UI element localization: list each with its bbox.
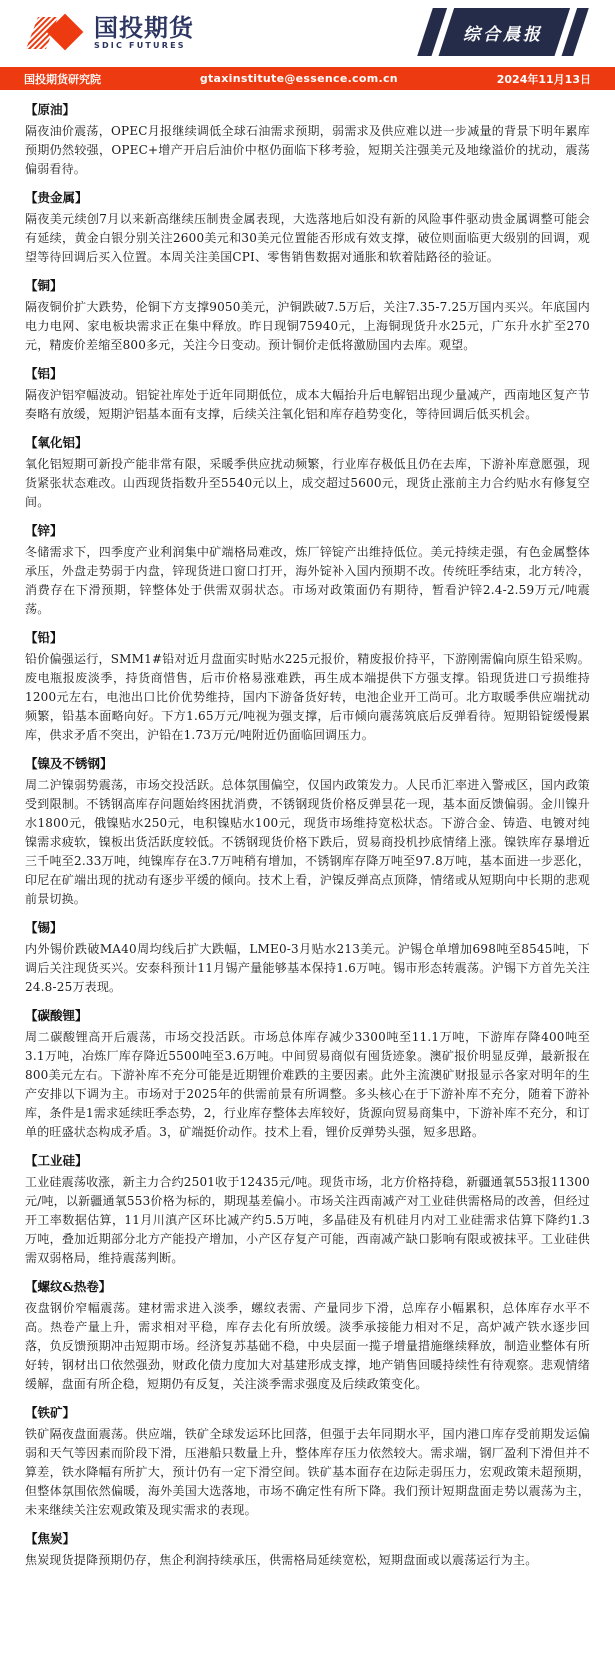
section-rebar-hrc	[25, 1277, 590, 1394]
report-body	[0, 90, 615, 1570]
section-title: 【铁矿】	[25, 1405, 76, 1420]
section-aluminum	[25, 364, 590, 424]
section-industrial-silicon	[25, 1151, 590, 1268]
badge-label: 综合晨报	[463, 24, 543, 45]
logo-text	[94, 16, 194, 50]
section-body: 周二碳酸锂高开后震荡，市场交投活跃。市场总体库存减少3300吨至11.1万吨，下游库存降400吨至3.1万吨，冶炼厂库存降近5500吨至3.6万吨。中间贸易商似有囤货迹象。澳矿报价明显反弹，最新报在800美元左右。下游补库不充分可能是近期锂价难跌的主要因素。此外主流澳矿财报显示各家对明年的生产安排以下调为主。市场对于2025年的供需前景有所调整。多头核心在于下游补库不充分，随着下游补库，条件是1需求延续旺季态势，2，行业库存整体去库较好，货源向贸易商集中，下游补库不充分，和订单的旺盛状态构成矛盾。3，矿端挺价动作。技术上看，锂价反弹势头强，短多思路。	[25, 1030, 590, 1139]
section-body: 夜盘钢价窄幅震荡。建材需求进入淡季，螺纹表需、产量同步下滑，总库存小幅累积，总体库存水平不高。热卷产量上升，需求相对平稳，库存去化有所放缓。淡季承接能力相对不足，高炉减产铁水逐步回落，负反馈预期冲击短期市场。经济复苏基础不稳，中央层面一揽子增量措施继续释放，制造业整体有所好转，钢材出口依然强劲，财政化债力度加大对基建形成支撑，地产销售回暖持续性有待观察。悲观情绪缓解，盘面有所企稳，短期仍有反复，关注淡季需求强度及后续政策变化。	[25, 1301, 590, 1391]
section-title: 【锡】	[25, 920, 63, 935]
section-nickel-stainless	[25, 754, 590, 909]
section-body: 隔夜油价震荡，OPEC月报继续调低全球石油需求预期，弱需求及供应难以进一步减量的背景下明年累库预期仍然较强，OPEC+增产开启后油价中枢仍面临下移考验，短期关注强美元及地缘溢价的扰动，震荡偏弱看待。	[25, 124, 590, 176]
company-logo	[24, 13, 194, 53]
section-title: 【碳酸锂】	[25, 1008, 88, 1023]
sdic-logo-icon	[24, 13, 86, 53]
section-body: 铁矿隔夜盘面震荡。供应端，铁矿全球发运环比回落，但强于去年同期水平，国内港口库存受前期发运偏弱和天气等因素而阶段下滑，压港船只数量上升，整体库存压力依然较大。需求端，钢厂盈利下滑但并不算差，铁水降幅有所扩大，预计仍有一定下滑空间。铁矿基本面存在边际走弱压力，宏观政策未超预期，但整体氛围依然偏暖，海外美国大选落地，市场不确定性有所下降。我们预计短期盘面走势以震荡为主，未来继续关注宏观政策及现实需求的表现。	[25, 1427, 590, 1517]
section-body: 周二沪镍弱势震荡，市场交投活跃。总体氛围偏空，仅国内政策发力。人民币汇率进入警戒区，国内政策受到限制。不锈钢高库存问题始终困扰消费，不锈钢现货价格反弹昙花一现，基本面反馈偏弱。金川镍升水1800元，俄镍贴水250元，电积镍贴水100元，现货市场维持宽松状态。下游合金、铸造、电镀对纯镍需求疲软，镍板出货活跃度较低。不锈钢现货价格下跌后，贸易商投机抄底情绪上涨。镍铁库存暴增近三千吨至2.33万吨，纯镍库存在3.7万吨稍有增加，不锈钢库存降万吨至97.8万吨，基本面进一步恶化，印尼在矿端出现的扰动有逐步平缓的倾向。技术上看，沪镍反弹高点顶降，情绪或从短期向中长期的悲观前景切换。	[25, 778, 590, 906]
section-body: 冬储需求下，四季度产业利润集中矿端格局难改，炼厂锌锭产出维持低位。美元持续走强，有色金属整体承压，外盘走势弱于内盘，锌现货进口窗口打开，海外锭补入国内预期不改。传统旺季结束，北方转冷，消费存在下滑预期，锌整体处于供需双弱状态。市场对政策面仍有期待，暂看沪锌2.4-2.59万元/吨震荡。	[25, 545, 590, 616]
section-body: 内外锡价跌破MA40周均线后扩大跌幅，LME0-3月贴水213美元。沪锡仓单增加698吨至8545吨，下调后关注现货买兴。安泰科预计11月锡产量能够基本保持1.6万吨。锡市形态转震荡。沪锡下方首先关注24.8-25万表现。	[25, 942, 590, 994]
section-precious-metals	[25, 188, 590, 267]
section-body: 氧化铝短期可新投产能非常有限，采暖季供应扰动频繁，行业库存极低且仍在去库，下游补库意愿强，现货紧张状态难改。山西现货指数升至5540元以上，成交超过5600元，现货止涨前主力合约贴水有修复空间。	[25, 457, 590, 509]
section-body: 隔夜美元续创7月以来新高继续压制贵金属表现，大选落地后如没有新的风险事件驱动贵金属调整可能会有延续，黄金白银分别关注2600美元和30美元位置能否形成有效支撑，破位则面临更大级别的回调，观望等待回调后买入位置。本周关注美国CPI、零售销售数据对通胀和软着陆路径的验证。	[25, 212, 590, 264]
section-copper	[25, 276, 590, 355]
section-body: 焦炭现货提降预期仍存，焦企利润持续承压，供需格局延续宽松，短期盘面或以震荡运行为主。	[25, 1553, 538, 1567]
section-lead	[25, 628, 590, 745]
logo-cn-label: 国投期货	[94, 14, 194, 42]
section-coke	[25, 1529, 590, 1570]
section-title: 【螺纹&热卷】	[25, 1279, 112, 1294]
institute-name: 国投期货研究院	[24, 72, 101, 86]
section-body: 铅价偏强运行，SMM1#铅对近月盘面实时贴水225元报价，精废报价持平，下游刚需偏向原生铅采购。废电瓶报废淡季，持货商惜售，后市价格易涨难跌，再生成本端提供下方强支撑。铅现货进口亏损维持1200元左右，电池出口比价优势维持，国内下游备货好转，电池企业开工尚可。北方取暖季供应端扰动频繁，铅基本面略向好。下方1.65万元/吨视为强支撑，后市倾向震荡筑底后反弹看待。短期铅锭缓慢累库，供求矛盾不突出，沪铅在1.73万元/吨附近仍面临回调压力。	[25, 652, 590, 742]
section-title: 【铅】	[25, 630, 63, 645]
section-iron-ore	[25, 1403, 590, 1520]
report-header	[0, 0, 615, 67]
info-bar	[0, 67, 615, 90]
section-body: 隔夜沪铝窄幅波动。铝锭社库处于近年同期低位，成本大幅抬升后电解铝出现少量减产，西南地区复产节奏略有放缓，短期沪铝基本面有支撑，后续关注氧化铝和库存趋势变化，等待回调后低买机会。	[25, 388, 590, 421]
report-type-badge	[413, 8, 593, 56]
logo-en-label: SDIC FUTURES	[94, 41, 186, 50]
section-title: 【镍及不锈钢】	[25, 756, 113, 771]
section-title: 【原油】	[25, 102, 76, 117]
section-title: 【氧化铝】	[25, 435, 88, 450]
section-crude-oil	[25, 100, 590, 179]
section-title: 【锌】	[25, 523, 63, 538]
section-alumina	[25, 433, 590, 512]
section-title: 【贵金属】	[25, 190, 88, 205]
section-title: 【铜】	[25, 278, 63, 293]
section-body: 隔夜铜价扩大跌势，伦铜下方支撑9050美元，沪铜跌破7.5万后，关注7.35-7.25万国内买兴。年底国内电力电网、家电板块需求正在集中释放。昨日现铜75940元，上海铜现货升水25元，广东升水扩至270元，精废价差缩至800多元，关注今日变动。预计铜价走低将激励国内去库。观望。	[25, 300, 590, 352]
section-zinc	[25, 521, 590, 619]
report-date: 2024年11月13日	[496, 72, 591, 86]
section-body: 工业硅震荡收涨，新主力合约2501收于12435元/吨。现货市场，北方价格持稳，新疆通氧553报11300元/吨，以新疆通氧553价格为标的，期现基差偏小。市场关注西南减产对工业硅供需格局的改善，但经过开工率数据估算，11月川滇产区环比减产约5.5万吨，多晶硅及有机硅月内对工业硅需求估算下降约1.3万吨，叠加近期部分北方产能投产增加，小产区存复产可能，西南减产缺口影响有限或被抹平。工业硅供需双弱格局，维持震荡判断。	[25, 1175, 590, 1265]
section-title: 【工业硅】	[25, 1153, 88, 1168]
section-title: 【铝】	[25, 366, 63, 381]
section-lithium-carbonate	[25, 1006, 590, 1142]
section-tin	[25, 918, 590, 997]
contact-email[interactable]: gtaxinstitute@essence.com.cn	[199, 72, 398, 85]
section-title: 【焦炭】	[25, 1531, 76, 1546]
